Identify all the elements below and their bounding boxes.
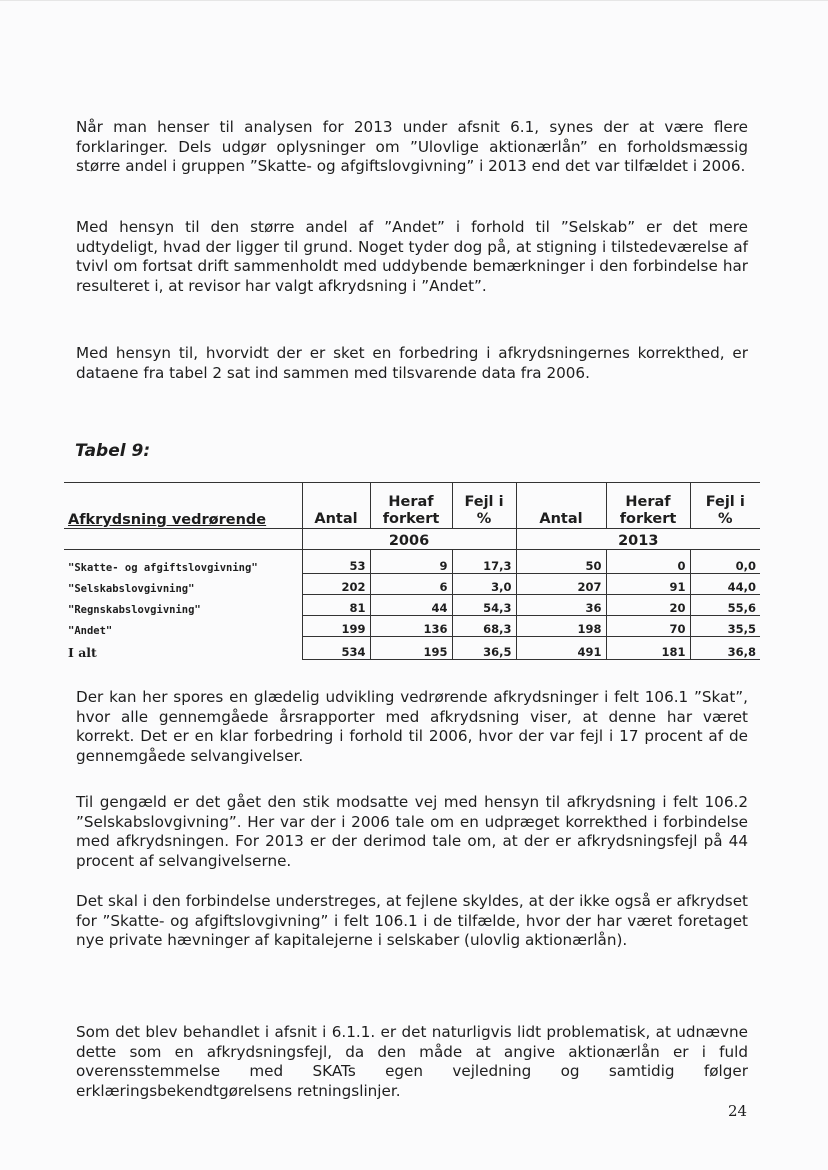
cell-fejl-2013: 36,8 (690, 637, 760, 660)
row-label: "Skatte- og afgiftslovgivning" (68, 561, 258, 574)
cell-forkert-2013: 70 (606, 616, 690, 637)
cell-fejl-2006: 17,3 (452, 550, 516, 574)
cell-fejl-2013: 44,0 (690, 574, 760, 595)
cell-fejl-2013: 35,5 (690, 616, 760, 637)
page-number: 24 (728, 1102, 748, 1120)
cell-antal-2006: 202 (302, 574, 370, 595)
header-fejl-2013 (690, 483, 760, 529)
table-row (64, 595, 760, 616)
paragraph-andet-share: Med hensyn til den større andel af ”Andet” i forhold til ”Selskab” er det mere udtydeligt, hvad der ligger til grund. Noget tyder dog på, at stigning i tilstedeværelse af tvivl om fortsat drift sammenholdt med uddybende bemærkninger i den forbindelse har resulteret i, at revisor har valgt afkrydsning i ”Andet”. (76, 218, 748, 295)
table-title: Tabel 9: (75, 441, 151, 461)
header-antal-2013: Antal (516, 483, 606, 529)
row-label-total: I alt (68, 644, 97, 660)
header-fejl-2013-line1: Fejl i (705, 494, 745, 510)
table-header-row (64, 483, 760, 529)
paragraph-correctness-intro: Med hensyn til, hvorvidt der er sket en forbedring i afkrydsningernes korrekthed, er dataene fra tabel 2 sat ind sammen med tilsvarende data fra 2006. (76, 344, 748, 382)
year-2006: 2006 (302, 529, 516, 550)
header-heraf-2006-line2: forkert (382, 511, 440, 527)
row-label: "Andet" (68, 624, 113, 637)
cell-fejl-2006: 54,3 (452, 595, 516, 616)
header-fejl-2013-line2: % (717, 511, 733, 527)
table-row (64, 574, 760, 595)
cell-antal-2013: 207 (516, 574, 606, 595)
table-row (64, 616, 760, 637)
cell-forkert-2006: 44 (370, 595, 452, 616)
cell-antal-2006: 81 (302, 595, 370, 616)
cell-forkert-2013: 91 (606, 574, 690, 595)
cell-fejl-2006: 36,5 (452, 637, 516, 660)
cell-antal-2006: 53 (302, 550, 370, 574)
table-row-total (64, 637, 760, 660)
header-heraf-2006-line1: Heraf (388, 494, 434, 510)
header-fejl-2006 (452, 483, 516, 529)
table-9 (64, 482, 760, 660)
header-heraf-forkert-2006 (370, 483, 452, 529)
table-year-row (64, 529, 760, 550)
header-heraf-forkert-2013 (606, 483, 690, 529)
header-antal-2006: Antal (302, 483, 370, 529)
cell-forkert-2013: 20 (606, 595, 690, 616)
header-afkrydsning: Afkrydsning vedrørende (64, 483, 302, 529)
cell-antal-2013: 50 (516, 550, 606, 574)
cell-fejl-2006: 68,3 (452, 616, 516, 637)
cell-fejl-2006: 3,0 (452, 574, 516, 595)
cell-antal-2013: 491 (516, 637, 606, 660)
header-heraf-2013-line2: forkert (619, 511, 677, 527)
paragraph-afsnit-6-1-1: Som det blev behandlet i afsnit i 6.1.1. er det naturligvis lidt problematisk, at udnævne dette som en afkrydsningsfejl, da den måde at angive aktionærlån er i fuld overensstemmelse med SKATs egen vejledning og samtidig følger erklæringsbekendtgørelsens retningslinjer. (76, 1023, 748, 1100)
cell-fejl-2013: 0,0 (690, 550, 760, 574)
header-fejl-2006-line2: % (476, 511, 492, 527)
cell-forkert-2013: 181 (606, 637, 690, 660)
cell-forkert-2006: 136 (370, 616, 452, 637)
cell-fejl-2013: 55,6 (690, 595, 760, 616)
row-label: "Regnskabslovgivning" (68, 603, 201, 616)
header-heraf-2013-line1: Heraf (625, 494, 671, 510)
table-row (64, 550, 760, 574)
cell-forkert-2006: 6 (370, 574, 452, 595)
paragraph-fejl-forklaring: Det skal i den forbindelse understreges, at fejlene skyldes, at der ikke også er afkrydset for ”Skatte- og afgiftslovgivning” i felt 106.1 i de tilfælde, hvor der har været foretaget nye private hævninger af kapitalejerne i selskaber (ulovlig aktionærlån). (76, 892, 748, 949)
cell-antal-2013: 198 (516, 616, 606, 637)
paragraph-felt-106-2: Til gengæld er det gået den stik modsatte vej med hensyn til afkrydsning i felt 106.2 ”Selskabslovgivning”. Her var der i 2006 tale om en udpræget korrekthed i forbindelse med afkrydsningen. For 2013 er der derimod tale om, at der er afkrydsningsfejl på 44 procent af selvangivelserne. (76, 793, 748, 870)
paragraph-analysis-2013: Når man henser til analysen for 2013 under afsnit 6.1, synes der at være flere forklaringer. Dels udgør oplysninger om ”Ulovlige aktionærlån” en forholdsmæssig større andel i gruppen ”Skatte- og afgiftslovgivning” i 2013 end det var tilfældet i 2006. (76, 118, 748, 175)
cell-forkert-2013: 0 (606, 550, 690, 574)
year-2013: 2013 (516, 529, 760, 550)
paragraph-felt-106-1: Der kan her spores en glædelig udvikling vedrørende afkrydsninger i felt 106.1 ”Skat”, hvor alle gennemgåede årsrapporter med afkrydsning viser, at denne har været korrekt. Det er en klar forbedring i forhold til 2006, hvor der var fejl i 17 procent af de gennemgåede selvangivelser. (76, 688, 748, 765)
cell-antal-2006: 534 (302, 637, 370, 660)
cell-antal-2006: 199 (302, 616, 370, 637)
cell-forkert-2006: 195 (370, 637, 452, 660)
header-fejl-2006-line1: Fejl i (464, 494, 504, 510)
row-label: "Selskabslovgivning" (68, 582, 195, 595)
cell-forkert-2006: 9 (370, 550, 452, 574)
cell-antal-2013: 36 (516, 595, 606, 616)
